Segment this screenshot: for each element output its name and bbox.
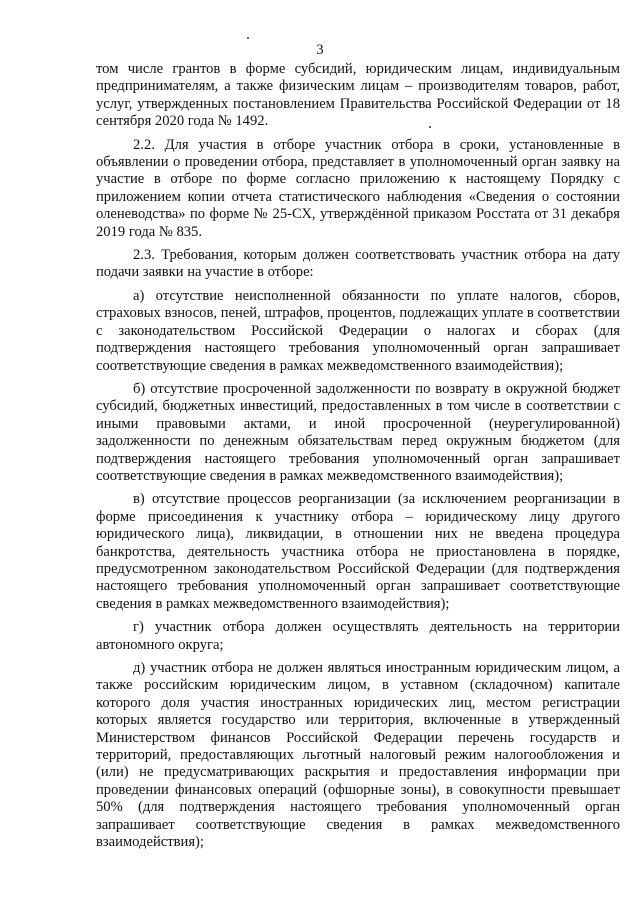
page-number: 3 [316,42,324,58]
scan-speck [247,37,249,39]
paragraph-item-d: д) участник отбора не должен являться иностранным юридическим лицом, а также российским юридическим лицом, в уставном (складочном) капитале которого доля участия иностранных юридических лиц, местом регистрации которых является государство или территория, включенные в утвержденный Министерством финансов Российской Федерации перечень государств и территорий, предоставляющих льготный налоговый режим налогообложения и (или) не предусматривающих раскрытия и предоставления информации при проведении финансовых операций (офшорные зоны), в совокупности превышает 50% (для подтверждения настоящего требования уполномоченный орган запрашивает соответствующие сведения в рамках межведомственного взаимодействия); [96,660,620,851]
paragraph-item-v: в) отсутствие процессов реорганизации (за исключением реорганизации в форме присоединения к участнику отбора – юридическому лицу другого юридического лица), ликвидации, в отношении них не введена процедура банкротства, деятельность участника отбора не приостановлена в порядке, предусмотренном законодательством Российской Федерации (для подтверждения настоящего требования уполномоченный орган запрашивает соответствующие сведения в рамках межведомственного взаимодействия); [96,491,620,612]
paragraph-item-g: г) участник отбора должен осуществлять деятельность на территории автономного округа; [96,619,620,653]
paragraph-item-b: б) отсутствие просроченной задолженности по возврату в окружной бюджет субсидий, бюджетных инвестиций, предоставленных в том числе в соответствии с иными правовыми актами, и иной просроченной (неурегулированной) задолженности по денежным обязательствам перед окружным бюджетом (для подтверждения настоящего требования уполномоченный орган запрашивает соответствующие сведения в рамках межведомственного взаимодействия); [96,380,620,484]
paragraph-item-a: а) отсутствие неисполненной обязанности по уплате налогов, сборов, страховых взносов, пеней, штрафов, процентов, подлежащих уплате в соответствии с законодательством Российской Федерации о налогах и сборах (для подтверждения настоящего требования уполномоченный орган запрашивает соответствующие сведения в рамках межведомственного взаимодействия); [96,287,620,374]
paragraph-grants-continuation: том числе грантов в форме субсидий, юридическим лицам, индивидуальным предпринимателям, а также физическим лицам – производителям товаров, работ, услуг, утвержденных постановлением Правительства Российской Федерации от 18 сентября 2020 года № 1492. [96,61,620,130]
document-body [96,61,620,851]
paragraph-2-2: 2.2. Для участия в отборе участник отбора в сроки, установленные в объявлении о проведении отбора, представляет в уполномоченный орган заявку на участие в отборе по форме согласно приложению к настоящему Порядку с приложением копии отчета статистического наблюдения «Сведения о состоянии оленеводства» по форме № 25-СХ, утверждённой приказом Росстата от 31 декабря 2019 года № 835. [96,136,620,240]
paragraph-2-3: 2.3. Требования, которым должен соответствовать участник отбора на дату подачи заявки на участие в отборе: [96,247,620,281]
